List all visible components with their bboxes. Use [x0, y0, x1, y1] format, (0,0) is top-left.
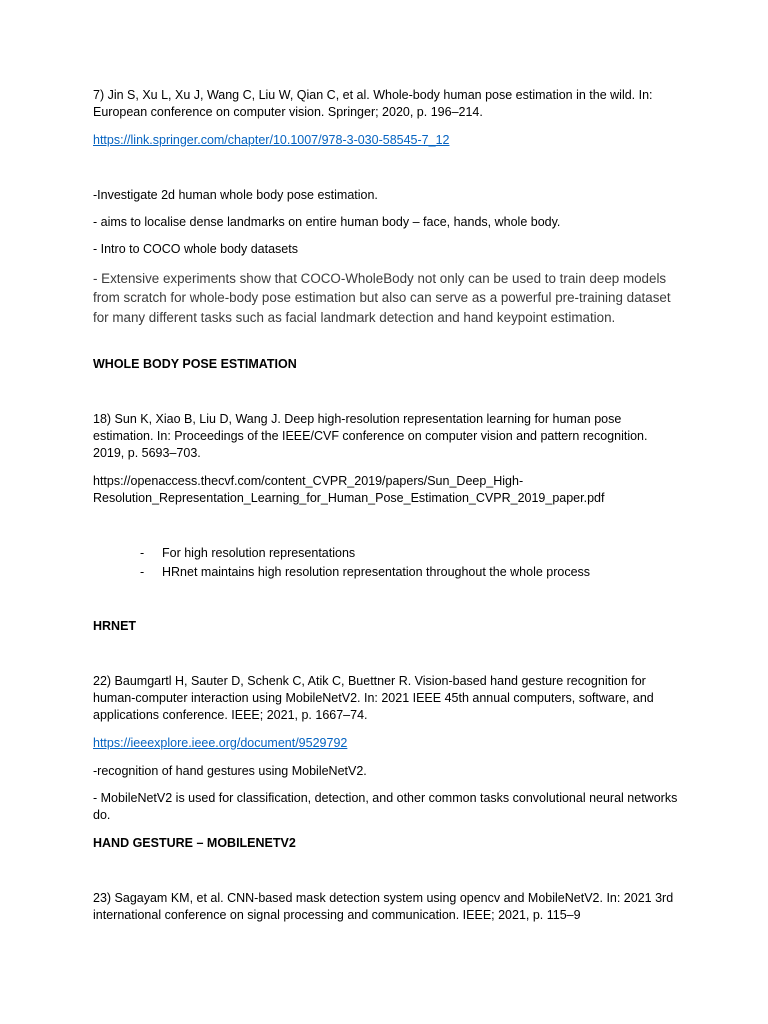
- ref7-note-1: -Investigate 2d human whole body pose estimation.: [93, 188, 378, 202]
- ref7-note-2: - aims to localise dense landmarks on entire human body – face, hands, whole body.: [93, 215, 561, 229]
- ref22-citation: 22) Baumgartl H, Sauter D, Schenk C, Atik C, Buettner R. Vision-based hand gesture recognition for human-computer interaction using MobileNetV2. In: 2021 IEEE 45th annual computers, software, and applications conference. IEEE; 2021, p. 1667–74.: [93, 674, 654, 722]
- ref7-link[interactable]: https://link.springer.com/chapter/10.1007/978-3-030-58545-7_12: [93, 133, 450, 147]
- ref22-note-1: -recognition of hand gestures using MobileNetV2.: [93, 764, 367, 778]
- ref22-note-2: - MobileNetV2 is used for classification, detection, and other common tasks convolutional neural networks do.: [93, 791, 678, 822]
- ref18-url: https://openaccess.thecvf.com/content_CVPR_2019/papers/Sun_Deep_High-Resolution_Representation_Learning_for_Human_Pose_Estimation_CVPR_2019_paper.pdf: [93, 474, 605, 505]
- ref7-citation: 7) Jin S, Xu L, Xu J, Wang C, Liu W, Qian C, et al. Whole-body human pose estimation in the wild. In: European conference on computer vision. Springer; 2020, p. 196–214.: [93, 88, 653, 119]
- ref7-extended-note: - Extensive experiments show that COCO-WholeBody not only can be used to train deep models from scratch for whole-body pose estimation but also can serve as a powerful pre-training dataset for many different tasks such as facial landmark detection and hand keypoint estimation.: [93, 271, 671, 325]
- list-item: - HRnet maintains high resolution representation throughout the whole process: [140, 563, 680, 582]
- section-heading-hand-gesture: HAND GESTURE – MOBILENETV2: [93, 836, 296, 850]
- ref22-link[interactable]: https://ieeexplore.ieee.org/document/9529792: [93, 736, 348, 750]
- ref7-note-3: - Intro to COCO whole body datasets: [93, 242, 298, 256]
- ref18-bullet-list: [140, 544, 680, 581]
- list-item: - For high resolution representations: [140, 544, 680, 563]
- ref18-citation: 18) Sun K, Xiao B, Liu D, Wang J. Deep high-resolution representation learning for human pose estimation. In: Proceedings of the IEEE/CVF conference on computer vision and pattern recognition. 2019, p. 5693–703.: [93, 412, 648, 460]
- section-heading-hrnet: HRNET: [93, 619, 137, 633]
- ref23-citation: 23) Sagayam KM, et al. CNN-based mask detection system using opencv and MobileNetV2. In: 2021 3rd international conference on signal processing and communication. IEEE; 2021, p. 115–9: [93, 891, 674, 922]
- section-heading-whole-body: WHOLE BODY POSE ESTIMATION: [93, 357, 297, 371]
